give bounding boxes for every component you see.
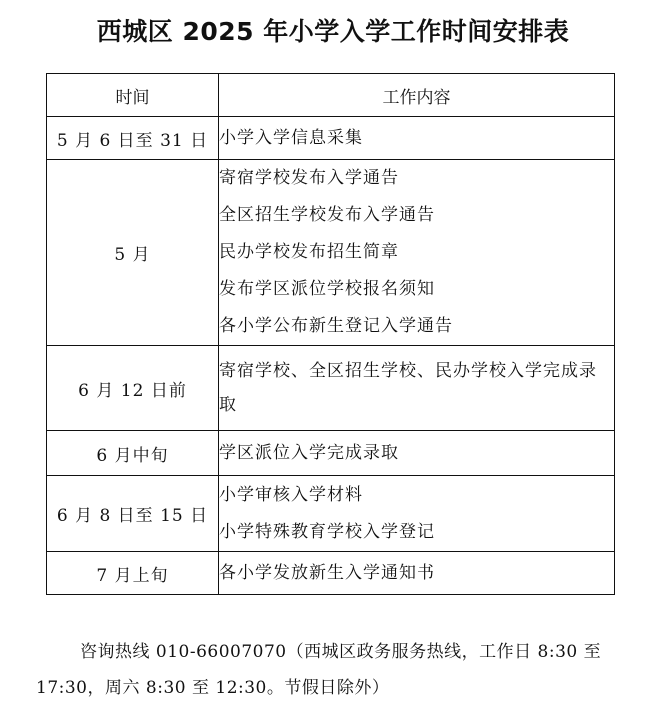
table-row — [47, 431, 615, 476]
content-item: 寄宿学校发布入学通告 — [219, 168, 399, 188]
table-row — [47, 160, 615, 346]
hotline-note: 咨询热线 010-66007070（西城区政务服务热线，工作日 8:30 至 17:30，周六 8:30 至 12:30。节假日除外） — [36, 642, 602, 698]
table-header-row — [47, 74, 615, 117]
schedule-table — [46, 73, 615, 595]
row-content — [219, 346, 615, 431]
content-item: 各小学发放新生入学通知书 — [219, 562, 435, 583]
row-time: 6 月 12 日前 — [47, 346, 219, 431]
row-time: 7 月上旬 — [47, 552, 219, 595]
row-content — [219, 431, 615, 476]
row-content — [219, 552, 615, 595]
row-content — [219, 117, 615, 160]
content-item: 发布学区派位学校报名须知 — [219, 279, 435, 299]
page-title: 西城区 2025 年小学入学工作时间安排表 — [96, 17, 570, 46]
content-item: 小学特殊教育学校入学登记 — [219, 521, 435, 542]
content-item: 寄宿学校、全区招生学校、民办学校入学完成录取 — [219, 361, 597, 415]
content-item: 各小学公布新生登记入学通告 — [219, 316, 453, 336]
content-item: 小学入学信息采集 — [219, 127, 363, 148]
content-item: 小学审核入学材料 — [219, 484, 363, 505]
row-time: 5 月 — [47, 160, 219, 346]
content-item: 全区招生学校发布入学通告 — [219, 205, 435, 225]
row-content — [219, 160, 615, 346]
table-row — [47, 552, 615, 595]
header-time: 时间 — [47, 74, 219, 117]
content-item: 学区派位入学完成录取 — [219, 442, 399, 463]
table-row — [47, 117, 615, 160]
row-time: 6 月 8 日至 15 日 — [47, 476, 219, 552]
row-time: 5 月 6 日至 31 日 — [47, 117, 219, 160]
table-row — [47, 346, 615, 431]
row-content — [219, 476, 615, 552]
table-row — [47, 476, 615, 552]
header-content: 工作内容 — [219, 74, 615, 117]
row-time: 6 月中旬 — [47, 431, 219, 476]
content-item: 民办学校发布招生简章 — [219, 242, 399, 262]
